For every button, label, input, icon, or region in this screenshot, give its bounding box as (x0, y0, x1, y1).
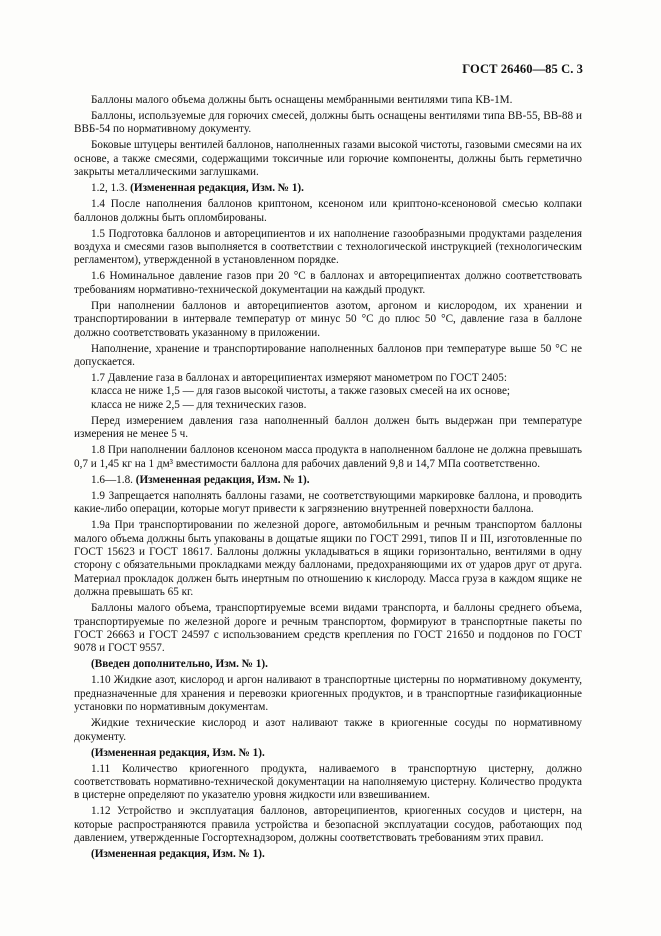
paragraph: 1.9а При транспортировании по железной дороге, автомобильным и речным транспортом баллоны малого объема должны быть упакованы в дощатые ящики по ГОСТ 2991, типов II и III, изготовленные по ГОСТ 15623 и ГОСТ 18617. Баллоны должны укладываться в ящики горизонтально, вентилями в одну сторону с обязательными прокладками между баллонами, предохраняющими их от ударов друг от друга. Материал прокладок должен быть инертным по отношению к кислороду. Масса груза в каждом ящике не должна превышать 65 кг. (74, 519, 582, 599)
paragraph: 1.6 Номинальное давление газов при 20 °С в баллонах и автореципиентах должно соответствовать требованиям нормативно-технической документации на каждый продукт. (74, 270, 582, 296)
paragraph: Жидкие технические кислород и азот наливают также в криогенные сосуды по нормативному документу. (74, 717, 582, 743)
edition-note-text: (Измененная редакция, Изм. № 1). (135, 473, 310, 486)
page-header: ГОСТ 26460—85 С. 3 (462, 62, 583, 76)
paragraph: 1.12 Устройство и эксплуатация баллонов, автореципиентов, криогенных сосудов и цистерн, на которые распространяются правила устройства и безопасной эксплуатации сосудов, работающих под давлением, утвержденные Госгортехнадзором, должны соответствовать требованиям этих правил. (74, 805, 582, 845)
paragraph: 1.9 Запрещается наполнять баллоны газами, не соответствующими маркировке баллона, и проводить какие-либо операции, которые могут привести к загрязнению внутренней поверхности баллона. (74, 489, 582, 516)
paragraph: Баллоны, используемые для горючих смесей, должны быть оснащены вентилями типа ВВ-55, ВВ-88 и ВВБ-54 по нормативному документу. (74, 110, 582, 136)
paragraph: 1.10 Жидкие азот, кислород и аргон наливают в транспортные цистерны по нормативному документу, предназначенные для хранения и перевозки криогенных продуктов, и в транспортные газификационные установки по нормативным документам. (74, 674, 582, 714)
paragraph: Наполнение, хранение и транспортирование наполненных баллонов при температуре выше 50 °С не допускается. (74, 342, 582, 369)
paragraph: Баллоны малого объема, транспортируемые всеми видами транспорта, и баллоны среднего объема, транспортируемые по железной дороге и речным транспортом, формируют в транспортные пакеты по ГОСТ 26663 и ГОСТ 24597 с использованием средств крепления по ГОСТ 21650 и поддонов по ГОСТ 9078 и ГОСТ 9557. (74, 602, 582, 655)
paragraph: При наполнении баллонов и автореципиентов азотом, аргоном и кислородом, их хранении и транспортировании в интервале температур от минус 50 °С до плюс 50 °С, давление газа в баллоне должно соответствовать указанному в приложении. (74, 299, 582, 339)
edition-note: (Измененная редакция, Изм. № 1). (91, 746, 265, 759)
edition-note-text: (Измененная редакция, Изм. № 1). (130, 182, 304, 195)
document-body (74, 94, 582, 864)
paragraph: 1.4 После наполнения баллонов криптоном, ксеноном или криптоно-ксеноновой смесью колпаки баллонов должны быть опломбированы. (74, 198, 582, 224)
paragraph: 1.5 Подготовка баллонов и автореципиентов и их наполнение газообразными продуктами разделения воздуха и смесями газов выполняется в соответствии с технологической инструкцией (технологическим регламентом), утвержденной в установленном порядке. (74, 227, 582, 267)
edition-note (74, 182, 582, 195)
edition-note: (Измененная редакция, Изм. № 1). (91, 848, 265, 861)
paragraph: класса не ниже 2,5 — для технических газов. (91, 398, 307, 411)
paragraph: Баллоны малого объема должны быть оснащены мембранными вентилями типа КВ-1М. (91, 94, 513, 106)
paragraph: 1.11 Количество криогенного продукта, наливаемого в транспортную цистерну, должно соответствовать нормативно-технической документации на наполняемую цистерну. Количество продукта в цистерне определяют по указателю уровня жидкости или взвешиванием. (74, 762, 582, 802)
paragraph: 1.8 При наполнении баллонов ксеноном масса продукта в наполненном баллоне не должна превышать 0,7 и 1,45 кг на 1 дм³ вместимости баллона для рабочих давлений 9,8 и 14,7 МПа соответственно. (74, 444, 582, 470)
paragraph: 1.7 Давление газа в баллонах и автореципиентах измеряют манометром по ГОСТ 2405: (91, 372, 507, 385)
edition-note (74, 474, 582, 487)
clause-numbers: 1.2, 1.3. (91, 182, 128, 195)
paragraph: Боковые штуцеры вентилей баллонов, наполненных газами высокой чистоты, газовыми смесями на их основе, а также смесями, содержащими токсичные или горючие компоненты, должны быть герметично закрыты металлическими заглушками. (74, 139, 582, 179)
clause-numbers: 1.6—1.8. (91, 473, 133, 486)
paragraph: Перед измерением давления газа наполненный баллон должен быть выдержан при температуре измерения не менее 5 ч. (74, 414, 582, 441)
edition-note: (Введен дополнительно, Изм. № 1). (91, 658, 268, 671)
paragraph: класса не ниже 1,5 — для газов высокой чистоты, а также газовых смесей на их основе; (91, 385, 511, 398)
